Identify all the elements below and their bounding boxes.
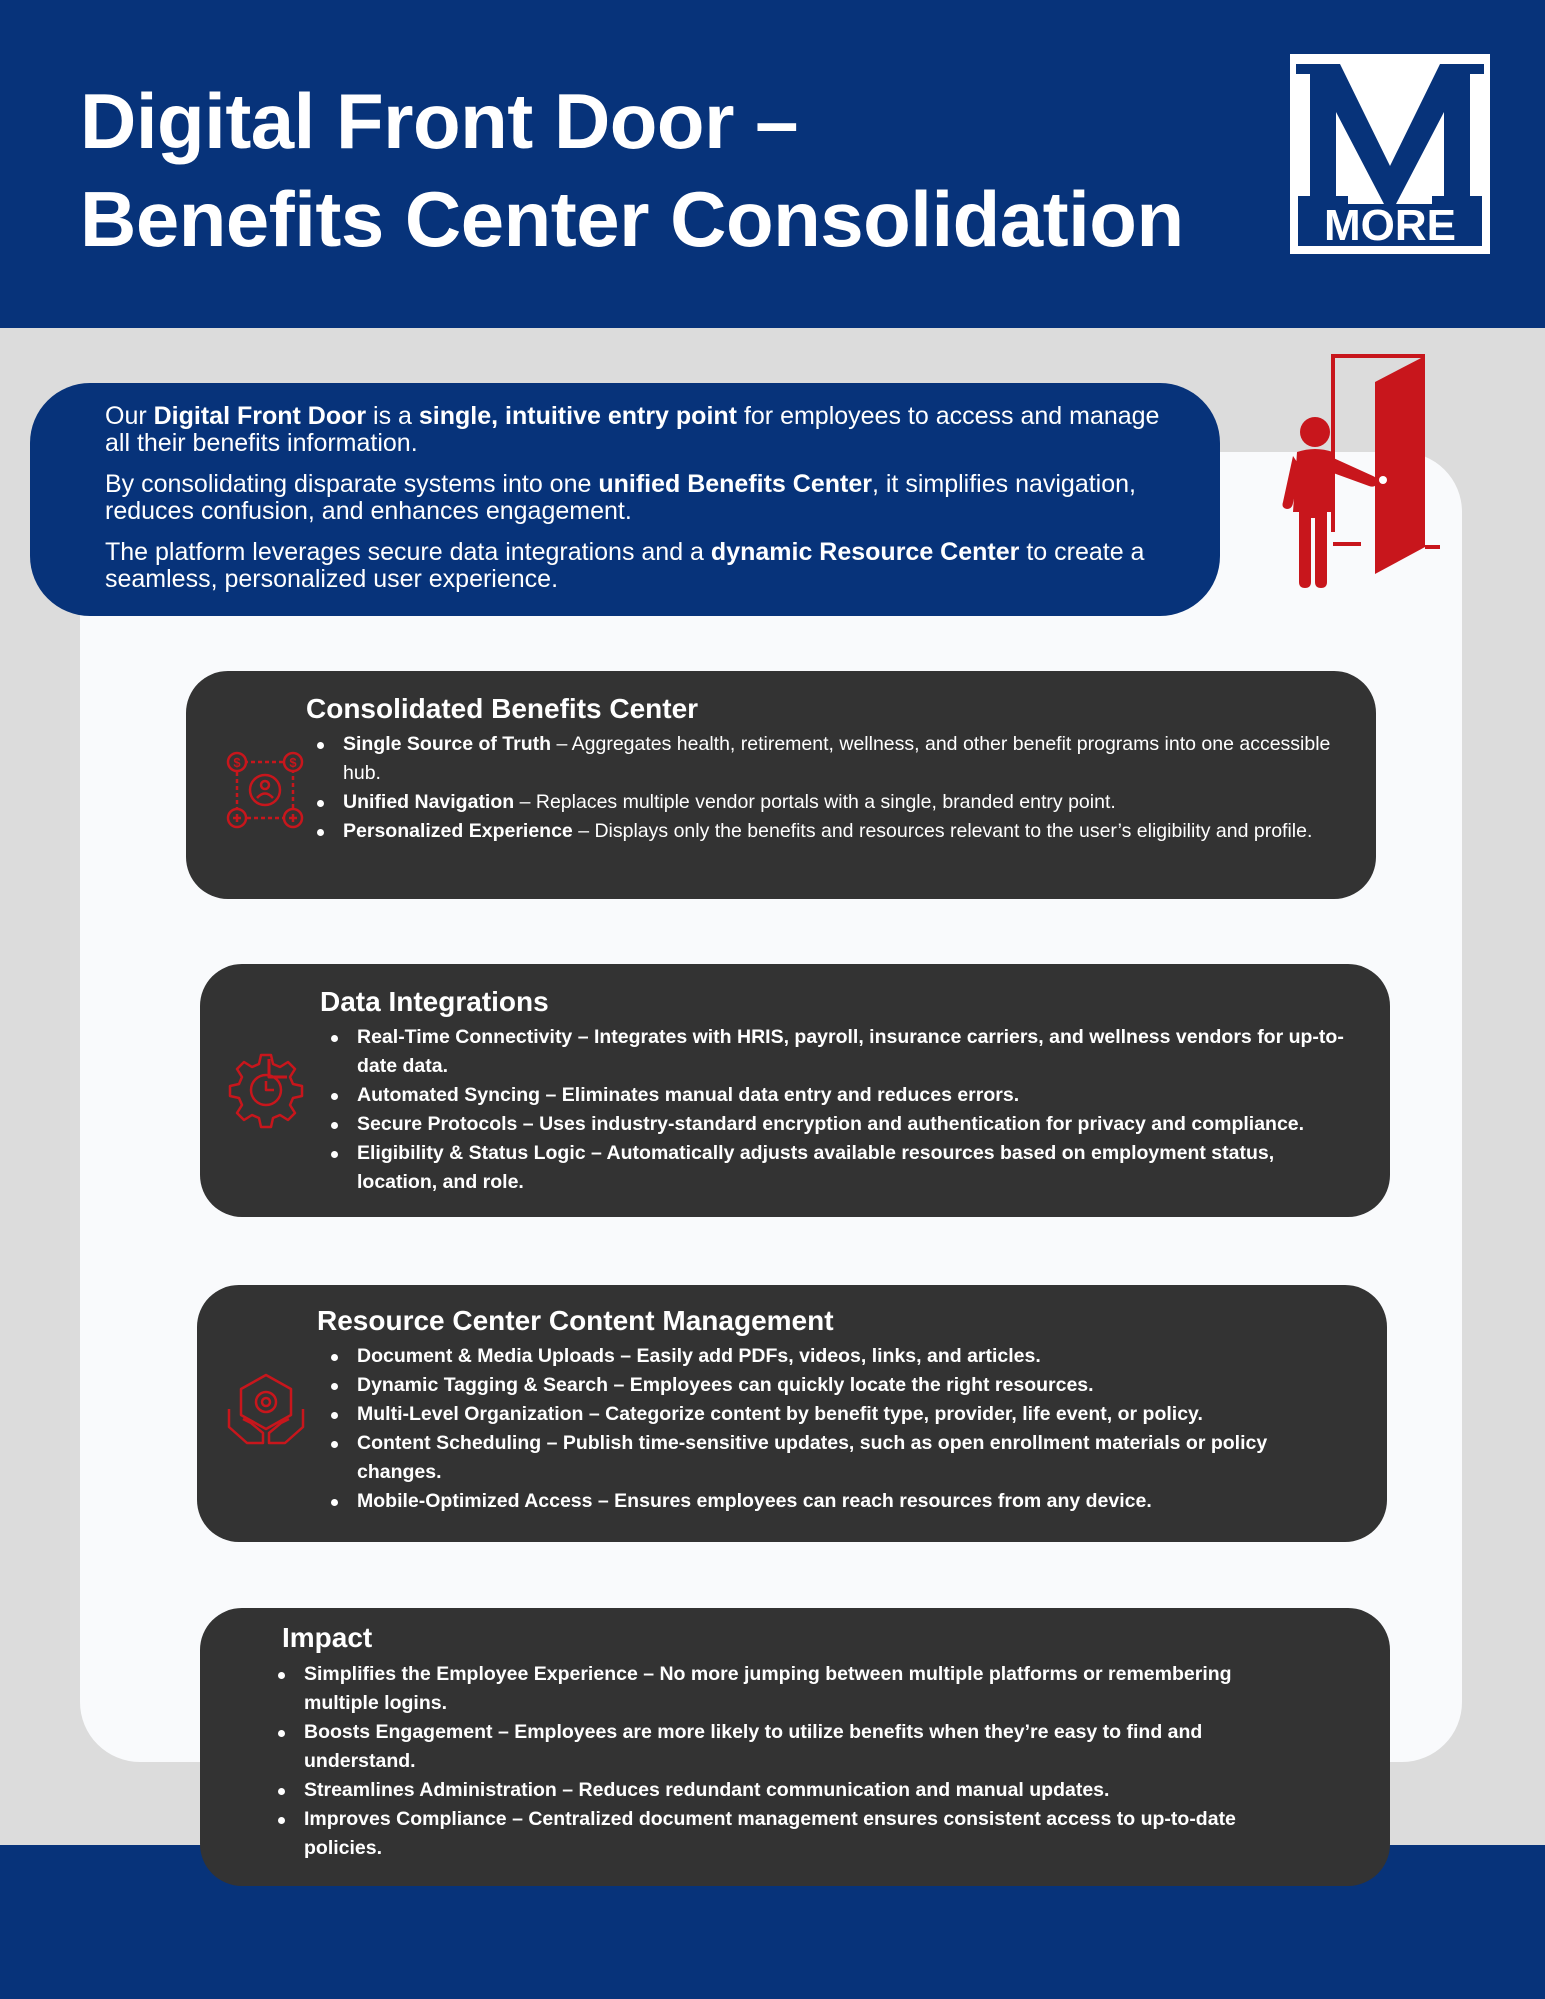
resource-center-title: Resource Center Content Management [317, 1305, 834, 1336]
more-logo [1290, 54, 1490, 254]
header-banner [0, 0, 1545, 328]
network-hub-icon [224, 749, 306, 831]
list-item: Personalized Experience – Displays only the benefits and resources relevant to the user’s eligibility and profile. [343, 817, 1333, 846]
card-resource-center [197, 1285, 1387, 1542]
consolidated-list [343, 730, 1333, 846]
list-item: Multi-Level Organization – Categorize content by benefit type, provider, life event, or policy. [357, 1400, 1357, 1429]
svg-text:$: $ [233, 755, 241, 770]
list-item: Boosts Engagement – Employees are more likely to utilize benefits when they’re easy to find and understand. [304, 1718, 1264, 1776]
list-item: Simplifies the Employee Experience – No more jumping between multiple platforms or remembering multiple logins. [304, 1660, 1264, 1718]
list-item: Unified Navigation – Replaces multiple vendor portals with a single, branded entry point. [343, 788, 1333, 817]
consolidated-title: Consolidated Benefits Center [306, 693, 699, 724]
title-line-1: Digital Front Door – [80, 77, 798, 165]
resource-center-list [357, 1342, 1357, 1516]
list-item: Mobile-Optimized Access – Ensures employees can reach resources from any device. [357, 1487, 1357, 1516]
data-integrations-title: Data Integrations [320, 986, 549, 1017]
svg-text:$: $ [289, 755, 297, 770]
impact-list [304, 1660, 1264, 1863]
person-opening-door-icon [1275, 352, 1450, 592]
intro-paragraph-1: Our Digital Front Door is a single, intuitive entry point for employees to access and manage all their benefits information. [105, 402, 1160, 457]
list-item: Single Source of Truth – Aggregates health, retirement, wellness, and other benefit programs into one accessible hub. [343, 730, 1333, 788]
gear-clock-icon [225, 1049, 307, 1131]
list-item: Content Scheduling – Publish time-sensitive updates, such as open enrollment materials or policy changes. [357, 1429, 1357, 1487]
hands-gear-icon [225, 1369, 307, 1451]
list-item: Document & Media Uploads – Easily add PDFs, videos, links, and articles. [357, 1342, 1357, 1371]
card-impact [200, 1608, 1390, 1886]
svg-text:MORE: MORE [1324, 201, 1456, 250]
card-consolidated-benefits [186, 671, 1376, 899]
intro-paragraph-2: By consolidating disparate systems into one unified Benefits Center, it simplifies navigation, reduces confusion, and enhances engagement. [105, 470, 1136, 525]
page-title [80, 72, 1184, 268]
impact-title: Impact [282, 1622, 373, 1653]
list-item: Streamlines Administration – Reduces redundant communication and manual updates. [304, 1776, 1264, 1805]
title-line-2: Benefits Center Consolidation [80, 175, 1184, 263]
list-item: Automated Syncing – Eliminates manual data entry and reduces errors. [357, 1081, 1357, 1110]
data-integrations-list [357, 1023, 1357, 1197]
list-item: Secure Protocols – Uses industry-standard encryption and authentication for privacy and compliance. [357, 1110, 1357, 1139]
intro-box [30, 383, 1220, 616]
intro-paragraph-3: The platform leverages secure data integrations and a dynamic Resource Center to create a seamless, personalized user experience. [105, 538, 1145, 593]
card-data-integrations [200, 964, 1390, 1217]
list-item: Improves Compliance – Centralized document management ensures consistent access to up-to-date policies. [304, 1805, 1264, 1863]
list-item: Dynamic Tagging & Search – Employees can quickly locate the right resources. [357, 1371, 1357, 1400]
list-item: Real-Time Connectivity – Integrates with HRIS, payroll, insurance carriers, and wellness vendors for up-to-date data. [357, 1023, 1357, 1081]
list-item: Eligibility & Status Logic – Automatically adjusts available resources based on employment status, location, and role. [357, 1139, 1357, 1197]
